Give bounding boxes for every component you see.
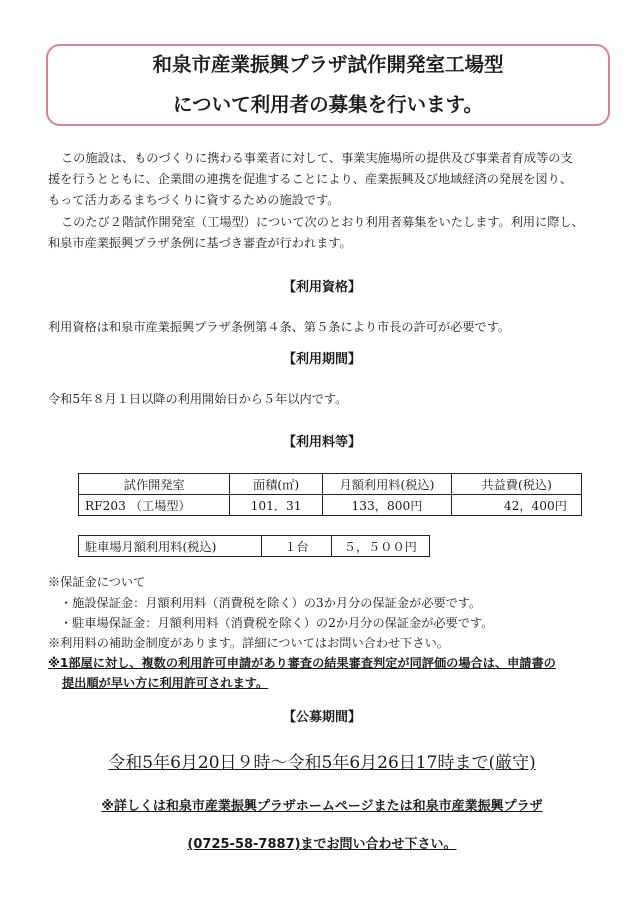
- fees-table-header-row: [79, 474, 582, 495]
- intro-line: 和泉市産業振興プラザ条例に基づき審査が行われます。: [48, 236, 352, 250]
- parking-count-cell: １台: [262, 536, 331, 557]
- deposit-title: ※保証金について: [48, 575, 146, 589]
- deposit-parking: ・駐車場保証金：月額利用料（消費税を除く）の2か月分の保証金が必要です。: [60, 616, 494, 630]
- recruitment-heading: 【公募期間】: [282, 710, 361, 725]
- table-header-cell: 月額利用料(税込): [322, 474, 452, 495]
- table-cell: RF203 （工場型）: [79, 495, 230, 516]
- eligibility-heading: 【利用資格】: [282, 280, 361, 295]
- priority-note-line-2: 提出順が早い方に利用許可されます。: [62, 676, 269, 690]
- title-line-2: について利用者の募集を行います。: [172, 93, 484, 116]
- table-cell: 42，400円: [452, 495, 582, 516]
- intro-paragraph-2: [48, 212, 608, 254]
- use-period-text: 令和5年８月１日以降の利用開始日から５年以内です。: [48, 392, 348, 406]
- table-cell: 133，800円: [322, 495, 452, 516]
- table-header-cell: 面積(㎡): [230, 474, 322, 495]
- fees-table-row: [79, 495, 582, 516]
- recruitment-period: 令和5年6月20日９時～令和5年6月26日17時まで(厳守): [108, 753, 536, 773]
- fees-table: [78, 473, 582, 516]
- contact-line-2: (0725-58-7887)までお問い合わせ下さい。: [187, 837, 457, 852]
- table-header-cell: 共益費(税込): [452, 474, 582, 495]
- title-line-1: 和泉市産業振興プラザ試作開発室工場型: [152, 53, 504, 76]
- intro-line: この施設は、ものづくりに携わる事業者に対して、事業実施場所の提供及び事業者育成等の支: [61, 151, 573, 165]
- title-box: [46, 44, 610, 126]
- intro-line: もって活力あるまちづくりに資するための施設です。: [48, 193, 340, 207]
- priority-note-line-1: ※1部屋に対し、複数の利用許可申請があり審査の結果審査判定が同評価の場合は、申請書の: [48, 656, 556, 670]
- fees-heading: 【利用料等】: [282, 435, 361, 450]
- parking-row: [79, 536, 430, 557]
- subsidy-note: ※利用料の補助金制度があります。詳細についてはお問い合わせ下さい。: [48, 636, 449, 650]
- table-cell: 101．31: [230, 495, 322, 516]
- parking-price-cell: ５，５００円: [331, 536, 429, 557]
- use-period-heading: 【利用期間】: [282, 352, 361, 367]
- intro-line: このたび２階試作開発室（工場型）について次のとおり利用者募集をいたします。利用に際し、: [61, 215, 584, 229]
- intro-line: 援を行うとともに、企業間の連携を促進することにより、産業振興及び地域経済の発展を図り、: [48, 172, 573, 186]
- intro-paragraph-1: [48, 148, 608, 211]
- contact-line-1: ※詳しくは和泉市産業振興プラザホームページまたは和泉市産業振興プラザ: [101, 799, 543, 814]
- table-header-cell: 試作開発室: [79, 474, 230, 495]
- parking-table: [78, 535, 430, 557]
- eligibility-text: 利用資格は和泉市産業振興プラザ条例第４条、第５条により市長の許可が必要です。: [48, 320, 511, 334]
- parking-label-cell: 駐車場月額利用料(税込): [79, 536, 262, 557]
- deposit-facility: ・施設保証金：月額利用料（消費税を除く）の3か月分の保証金が必要です。: [60, 596, 482, 610]
